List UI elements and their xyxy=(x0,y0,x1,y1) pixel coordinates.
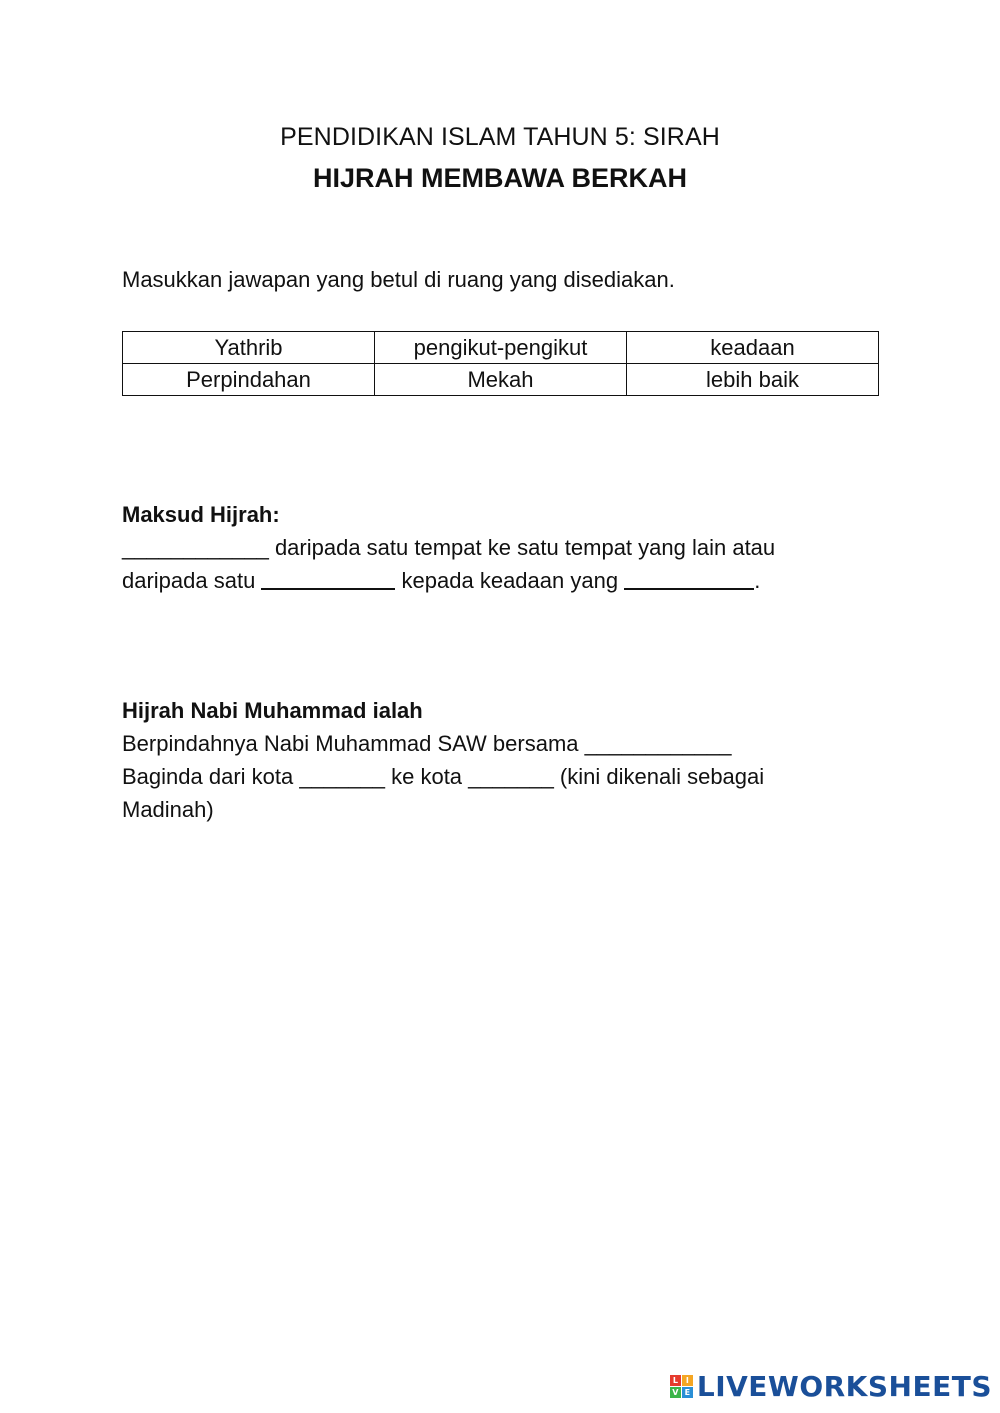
worksheet-title: HIJRAH MEMBAWA BERKAH xyxy=(312,163,687,193)
worksheet-subtitle: PENDIDIKAN ISLAM TAHUN 5: SIRAH xyxy=(280,123,720,151)
logo-cell: V xyxy=(670,1387,681,1398)
word-bank-cell: lebih baik xyxy=(627,364,879,396)
maksud-text-2a: daripada satu xyxy=(122,568,262,593)
hijrah-nabi-heading: Hijrah Nabi Muhammad ialah xyxy=(122,698,423,723)
answer-blank-keadaan[interactable] xyxy=(261,587,395,590)
hijrah-nabi-text-2a: Baginda dari kota xyxy=(122,764,300,789)
answer-blank-yathrib[interactable]: _______ xyxy=(468,764,554,789)
word-bank-cell: Perpindahan xyxy=(123,364,375,396)
answer-blank-pengikut[interactable]: ____________ xyxy=(584,731,732,756)
word-bank-row xyxy=(123,364,879,396)
maksud-text-end: . xyxy=(754,568,761,593)
maksud-text-1: daripada satu tempat ke satu tempat yang lain atau xyxy=(268,535,776,560)
hijrah-nabi-text-2c: (kini dikenali sebagai xyxy=(553,764,765,789)
logo-text: LIVEWORKSHEETS xyxy=(696,1370,992,1403)
logo-cell: L xyxy=(670,1375,681,1386)
answer-blank-mekah[interactable]: _______ xyxy=(299,764,385,789)
maksud-hijrah-section xyxy=(122,498,882,597)
word-bank-cell: keadaan xyxy=(627,332,879,364)
hijrah-nabi-text-2b: ke kota xyxy=(385,764,469,789)
word-bank-cell: Mekah xyxy=(375,364,627,396)
maksud-hijrah-heading: Maksud Hijrah: xyxy=(122,502,280,527)
maksud-hijrah-line-1 xyxy=(122,531,882,564)
hijrah-nabi-text-1: Berpindahnya Nabi Muhammad SAW bersama xyxy=(122,731,585,756)
hijrah-nabi-section xyxy=(122,694,882,826)
instruction-text: Masukkan jawapan yang betul di ruang yang disediakan. xyxy=(122,267,675,292)
maksud-hijrah-line-2 xyxy=(122,564,882,597)
liveworksheets-logo xyxy=(670,1370,992,1403)
word-bank-row xyxy=(123,332,879,364)
logo-icon xyxy=(670,1375,693,1398)
word-bank-table xyxy=(122,331,879,396)
answer-blank-lebih-baik[interactable] xyxy=(624,587,754,590)
word-bank-cell: pengikut-pengikut xyxy=(375,332,627,364)
hijrah-nabi-line-1 xyxy=(122,727,882,760)
logo-cell: I xyxy=(682,1375,693,1386)
hijrah-nabi-line-3: Madinah) xyxy=(122,797,214,822)
logo-cell: E xyxy=(682,1387,693,1398)
hijrah-nabi-line-2 xyxy=(122,760,882,793)
word-bank-cell: Yathrib xyxy=(123,332,375,364)
maksud-text-2b: kepada keadaan yang xyxy=(395,568,625,593)
answer-blank-perpindahan[interactable]: ____________ xyxy=(122,535,269,560)
